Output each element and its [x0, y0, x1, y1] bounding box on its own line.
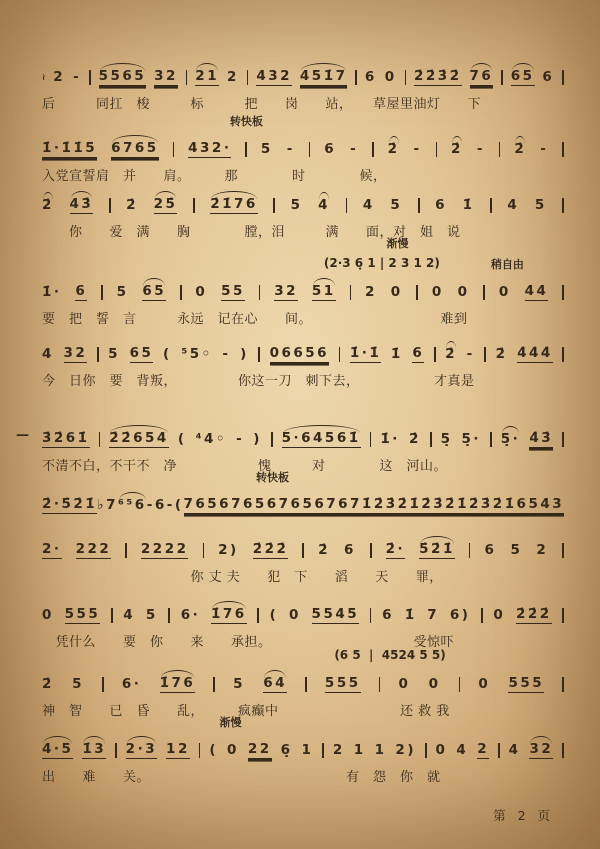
barline: [259, 285, 261, 300]
note-token: 5: [290, 196, 303, 213]
notes-row: [42, 492, 564, 514]
barline: [322, 743, 324, 758]
barline: [434, 347, 436, 362]
note-token: 4: [508, 741, 521, 758]
page-number: 第 2 页: [493, 808, 554, 823]
note-token: 43̇: [70, 198, 94, 215]
lyrics-row: 凭什么 要 你 来 承担。 受惊吓: [42, 635, 455, 650]
parenthesis: (: [163, 345, 172, 362]
barline: [193, 198, 195, 213]
note-token: 7656: [184, 498, 232, 515]
notes-row: [42, 64, 564, 86]
barline: [490, 432, 492, 447]
note-token: 0: [384, 68, 397, 85]
note-token: -: [476, 140, 485, 157]
barline: [562, 743, 564, 758]
note-token: 32: [274, 285, 298, 302]
note-token: 4: [507, 196, 520, 213]
barline: [350, 285, 352, 300]
note-token: 32: [64, 347, 88, 364]
note-token: 1̇: [390, 345, 403, 362]
note-token: 1̇76: [160, 677, 196, 694]
note-token: -: [350, 140, 359, 157]
note-token: 0: [457, 283, 470, 300]
note-token: 6543: [517, 498, 565, 515]
notes-row: [42, 537, 564, 559]
barline: [245, 142, 247, 157]
barline: [562, 608, 564, 623]
lyrics-row: 神 智 已 昏 乱， 疯癫中 还 救 我: [42, 704, 450, 719]
tempo-annotation: 转快板: [229, 115, 263, 128]
note-token: 2̇3̇2̇1̇: [421, 498, 469, 515]
barline: [102, 677, 104, 692]
lyrics-row: 你 爱 满 胸 膛，泪 满 面，对 姐 说: [42, 225, 461, 240]
cue-notes: (6 5 | 4524 5 5): [334, 648, 446, 662]
barline: [213, 677, 215, 692]
note-token: 0: [498, 283, 511, 300]
note-token: 21: [195, 70, 219, 87]
note-token: 65: [511, 70, 535, 87]
note-token: 5545: [312, 608, 360, 625]
note-token: 4: [42, 345, 54, 362]
note-token: 55: [221, 285, 245, 302]
note-token: ⁴4◦: [195, 430, 227, 447]
music-system: [42, 471, 565, 514]
music-system: [42, 602, 564, 650]
barline: [481, 608, 483, 623]
note-token: 1: [374, 741, 387, 758]
note-token: 2̇: [408, 430, 421, 447]
note-token: 4̇3̇: [529, 432, 553, 449]
barline: [355, 70, 357, 85]
barline: [89, 70, 91, 85]
music-system: [42, 115, 564, 184]
note-token: 432: [256, 70, 292, 87]
note-token: 5̣·: [500, 430, 521, 447]
note-token: 2̇2̇654: [109, 432, 168, 449]
barline: [436, 142, 438, 157]
barline: [258, 347, 260, 362]
note-token: 6): [449, 606, 471, 623]
barline: [562, 70, 564, 85]
note-token: 2̇: [42, 675, 54, 692]
note-token: 0: [288, 606, 301, 623]
barline: [101, 285, 103, 300]
note-token: 6765: [111, 142, 159, 159]
note-token: 2̇: [445, 345, 458, 362]
lyrics-row: 要 把 誓 言 永远 记在心 间。 难到: [42, 312, 468, 327]
notes-row: [42, 341, 564, 363]
note-token: 1: [301, 741, 314, 758]
note-token: 0: [398, 675, 411, 692]
barline: [501, 70, 503, 85]
note-token: 0: [195, 283, 208, 300]
barline: [99, 432, 101, 447]
note-token: 51: [312, 285, 336, 302]
barline: [469, 543, 471, 558]
barline: [257, 608, 259, 623]
barline: [346, 198, 348, 213]
note-token: 1̇·: [42, 283, 62, 300]
barline: [199, 743, 201, 758]
note-token: 432·: [188, 142, 231, 159]
barline: [339, 347, 341, 362]
tempo-annotation: 渐慢: [386, 237, 409, 250]
note-token: 1̇·: [380, 430, 400, 447]
note-token: 2): [395, 741, 416, 758]
note-token: 222: [76, 543, 112, 560]
barline: [97, 347, 99, 362]
barline: [111, 608, 113, 623]
note-token: -: [286, 140, 295, 157]
notes-row: [42, 426, 564, 448]
note-token: 6: [324, 140, 337, 157]
note-token: ≀: [42, 73, 46, 83]
note-token: 6·: [121, 675, 142, 692]
note-token: ⁶⁵6: [117, 496, 147, 513]
note-token: 32: [154, 70, 178, 87]
note-token: 5565: [99, 70, 147, 87]
barline: [273, 198, 275, 213]
note-token: 5: [145, 606, 158, 623]
margin-mark: —: [16, 428, 29, 443]
lyrics-row: 出 难 关。 有 怨 你 就: [42, 770, 441, 785]
note-token: 65: [142, 285, 166, 302]
note-token: 1̇·1̇: [350, 347, 381, 364]
parenthesis: (: [209, 741, 219, 758]
note-token: 6̣: [280, 741, 293, 758]
barline: [562, 677, 564, 692]
note-token: 2̇: [126, 196, 139, 213]
note-token: 2̇2̇2̇: [253, 543, 289, 560]
barline: [115, 743, 117, 758]
note-token: 5: [260, 140, 273, 157]
note-token: 4·5: [42, 743, 73, 760]
note-token: 2̇: [42, 196, 54, 213]
note-token: 1̇·1̇1̇5: [42, 142, 97, 159]
music-system: [42, 64, 564, 112]
note-token: 5: [534, 196, 547, 213]
note-token: 2̇: [495, 345, 508, 362]
barline: [498, 743, 500, 758]
barline: [499, 142, 501, 157]
music-system: [42, 237, 564, 327]
note-token: -: [413, 140, 422, 157]
note-token: 2: [364, 283, 377, 300]
barline: [490, 198, 492, 213]
note-token: 2̇1̇76: [210, 198, 258, 215]
note-token: 4: [362, 196, 375, 213]
note-token: 2̇: [387, 140, 400, 157]
note-token: 6·: [180, 606, 201, 623]
note-token: 2̇·5̇2̇1̇: [42, 498, 97, 515]
note-token: 0: [390, 283, 403, 300]
note-token: -: [166, 496, 175, 513]
note-token: 555: [65, 608, 101, 625]
note-token: 2: [53, 68, 66, 85]
note-token: 1̇76: [211, 608, 247, 625]
note-token: 65: [130, 347, 154, 364]
parenthesis: ): [240, 345, 249, 362]
lyrics-row: 今 日你 要 背叛， 你这一刀 刺下去， 才真是: [42, 374, 475, 389]
tempo-annotation: 转快板: [256, 471, 290, 484]
lyrics-row: 入党宣誓肩 并 肩。 那 时 候，: [42, 169, 387, 184]
note-token: 555: [325, 677, 361, 694]
barline: [425, 743, 427, 758]
note-token: 0: [431, 283, 444, 300]
barline: [370, 432, 372, 447]
note-token: 0: [478, 675, 491, 692]
note-token: 32: [529, 743, 553, 760]
barline: [168, 608, 170, 623]
note-token: 4: [456, 741, 469, 758]
music-system: [42, 716, 564, 785]
tempo-annotation: 稍自由: [490, 258, 524, 271]
note-token: 2: [227, 68, 239, 85]
barline: [562, 198, 564, 213]
note-token: 6: [435, 196, 448, 213]
note-token: 22: [248, 743, 272, 760]
note-token: 12: [166, 743, 190, 760]
barline: [370, 608, 372, 623]
music-system: [42, 341, 564, 389]
barline: [430, 432, 432, 447]
note-token: 2̇2̇2̇: [516, 608, 552, 625]
barline: [459, 677, 461, 692]
note-token: 5·64561̇: [282, 432, 361, 449]
music-system: [42, 537, 564, 585]
note-token: 2): [218, 541, 239, 558]
note-token: 06656: [270, 347, 329, 364]
note-token: 5: [72, 675, 84, 692]
note-token: 5̇2̇1̇: [419, 543, 455, 560]
note-token: 7656: [231, 498, 279, 515]
parenthesis: (: [174, 496, 184, 513]
note-token: -: [466, 345, 475, 362]
note-token: 2̇2̇3̇2̇: [414, 70, 462, 87]
lyrics-row: 后 同扛 梭 标 把 岗 站， 草屋里油灯 下: [42, 97, 482, 112]
note-token: 7671̇: [326, 498, 374, 515]
note-token: 2̇3̇2̇1̇: [469, 498, 517, 515]
note-token: 2̇: [318, 541, 330, 558]
lyrics-row: 不清不白，不干不 净 愧 对 这 河山。: [42, 459, 448, 474]
notes-row: [42, 671, 564, 693]
barline: [109, 198, 111, 213]
parenthesis: (: [269, 606, 279, 623]
note-token: 1̇: [404, 606, 417, 623]
barline: [562, 285, 564, 300]
parenthesis: ): [253, 430, 262, 447]
note-token: 5̣: [440, 430, 453, 447]
barline: [379, 677, 381, 692]
music-system: [42, 648, 564, 719]
barline: [370, 543, 372, 558]
barline: [309, 142, 311, 157]
note-token: 5: [390, 196, 403, 213]
note-token: 4: [318, 196, 331, 213]
cue-notes: (2·3 6̣ 1 | 2 3 1 2): [323, 256, 440, 270]
note-token: 0: [42, 606, 54, 623]
barline: [180, 285, 182, 300]
barline: [305, 677, 307, 692]
note-token: 7: [427, 606, 440, 623]
barline: [562, 543, 564, 558]
note-token: 6: [542, 68, 555, 85]
music-system: [16, 426, 564, 474]
barline: [418, 198, 420, 213]
notes-row: [42, 602, 564, 624]
note-token: 4̇4̇4̇: [517, 347, 553, 364]
note-token: 6: [484, 541, 497, 558]
note-token: 6: [382, 606, 394, 623]
note-token: 5̣·: [461, 430, 482, 447]
barline: [484, 347, 486, 362]
barline: [483, 285, 485, 300]
note-token: 451̇7: [300, 70, 348, 87]
note-token: 0: [428, 675, 441, 692]
note-token: 5: [510, 541, 523, 558]
note-token: 3̇2̇61̇: [42, 432, 90, 449]
barline: [405, 70, 407, 85]
note-token: 76: [470, 70, 494, 87]
note-token: 0: [493, 606, 506, 623]
note-token: 1̇3: [82, 743, 106, 760]
note-token: 2̇·: [386, 543, 406, 560]
note-token: 5: [116, 283, 129, 300]
barline: [247, 70, 249, 85]
barline: [186, 70, 188, 85]
note-token: 0: [226, 741, 239, 758]
note-token: 5: [233, 675, 246, 692]
barline: [302, 543, 304, 558]
notes-row: [42, 192, 564, 214]
barline: [203, 543, 205, 558]
note-token: 2: [332, 741, 345, 758]
note-token: -: [146, 496, 155, 513]
note-token: -: [236, 430, 245, 447]
barline: [562, 142, 564, 157]
barline: [372, 142, 374, 157]
note-token: 6: [412, 347, 424, 364]
note-token: 2: [477, 743, 489, 760]
barline: [562, 347, 564, 362]
note-token: ♭7: [97, 496, 118, 513]
note-token: 1: [353, 741, 366, 758]
barline: [562, 432, 564, 447]
note-token: 2: [536, 541, 549, 558]
note-token: 25̇: [154, 198, 178, 215]
barline: [125, 543, 127, 558]
note-token: 555: [508, 677, 544, 694]
note-token: 6: [154, 496, 167, 513]
parenthesis: (: [177, 430, 187, 447]
note-token: -: [222, 345, 231, 362]
note-token: 2·3: [126, 743, 157, 760]
note-token: 7656: [279, 498, 327, 515]
notes-row: [42, 136, 564, 158]
note-token: 0: [435, 741, 448, 758]
note-token: 64: [263, 677, 287, 694]
note-token: 1̇: [462, 196, 475, 213]
tempo-annotation: 渐慢: [219, 716, 242, 729]
note-token: 6: [344, 541, 356, 558]
barline: [173, 142, 175, 157]
note-token: ⁵5◦: [181, 345, 213, 362]
note-token: -: [73, 68, 82, 85]
note-token: 2̇3̇2̇1̇: [374, 498, 422, 515]
music-system: [42, 192, 564, 240]
note-token: 2̇: [451, 140, 463, 157]
barline: [416, 285, 418, 300]
note-token: -: [540, 140, 549, 157]
barline: [271, 432, 273, 447]
notes-row: [42, 737, 564, 759]
note-token: 2̇: [514, 140, 527, 157]
note-token: 5: [108, 345, 121, 362]
note-token: 4: [123, 606, 136, 623]
notes-row: [42, 279, 564, 301]
note-token: 6: [75, 285, 87, 302]
note-token: 2222: [141, 543, 189, 560]
note-token: 6: [364, 68, 377, 85]
lyrics-row: 你 丈 夫 犯 下 滔 天 罪，: [42, 570, 443, 585]
note-token: 2·: [42, 543, 62, 560]
note-token: 44: [525, 285, 549, 302]
